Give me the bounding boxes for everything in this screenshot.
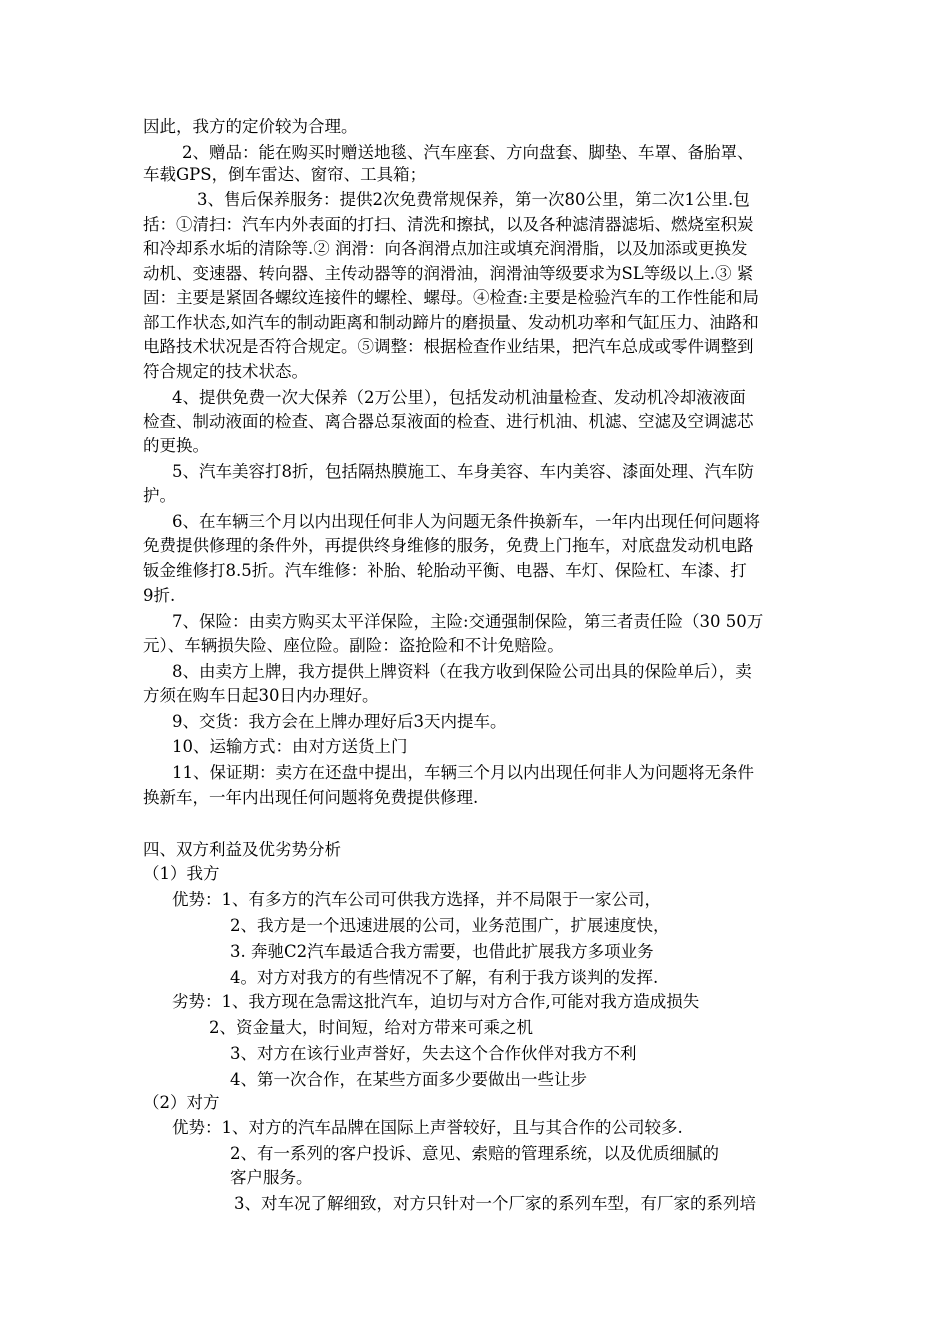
text-line: 7、保险：由卖方购买太平洋保险，主险:交通强制保险，第三者责任险（30 50万 <box>172 612 764 631</box>
text-line: 括：①清扫：汽车内外表面的打扫、清洗和擦拭，以及各种滤清器滤垢、燃烧室积炭 <box>143 215 754 234</box>
text-line: 9折. <box>143 586 176 605</box>
text-line: 6、在车辆三个月以内出现任何非人为问题无条件换新车，一年内出现任何问题将 <box>172 512 760 531</box>
text-line: 劣势：1、我方现在急需这批汽车，迫切与对方合作,可能对我方造成损失 <box>172 992 700 1011</box>
text-line: 固：主要是紧固各螺纹连接件的螺栓、螺母。④检查:主要是检验汽车的工作性能和局 <box>143 288 760 307</box>
text-line: 4、第一次合作，在某些方面多少要做出一些让步 <box>230 1070 587 1089</box>
text-line: 部工作状态,如汽车的制动距离和制动蹄片的磨损量、发动机功率和气缸压力、油路和 <box>143 313 759 332</box>
text-line: 2、我方是一个迅速进展的公司，业务范围广，扩展速度快， <box>230 916 670 935</box>
section-heading: 四、双方利益及优劣势分析 <box>143 840 341 859</box>
text-line: 3、售后保养服务：提供2次免费常规保养，第一次80公里，第二次1公里.包 <box>197 190 750 209</box>
text-line: 免费提供修理的条件外，再提供终身维修的服务，免费上门拖车，对底盘发动机电路 <box>143 536 754 555</box>
text-line: 优势：1、对方的汽车品牌在国际上声誉较好，且与其合作的公司较多. <box>172 1118 683 1137</box>
text-line: 的更换。 <box>143 436 209 455</box>
text-line: 方须在购车日起30日内办理好。 <box>143 686 379 705</box>
text-line: 10、运输方式：由对方送货上门 <box>172 737 408 756</box>
text-line: 符合规定的技术状态。 <box>143 362 308 381</box>
text-line: 车载GPS，倒车雷达、窗帘、工具箱； <box>143 165 427 184</box>
text-line: 和冷却系水垢的清除等.② 润滑：向各润滑点加注或填充润滑脂，以及加添或更换发 <box>143 239 748 258</box>
text-line: 2、赠品：能在购买时赠送地毯、汽车座套、方向盘套、脚垫、车罩、备胎罩、 <box>182 143 754 162</box>
text-line: 9、交货：我方会在上牌办理好后3天内提车。 <box>172 712 507 731</box>
text-line: 换新车，一年内出现任何问题将免费提供修理. <box>143 788 479 807</box>
text-line: 8、由卖方上牌，我方提供上牌资料（在我方收到保险公司出具的保险单后），卖 <box>172 662 752 681</box>
text-line: 客户服务。 <box>230 1168 313 1187</box>
text-line: 因此，我方的定价较为合理。 <box>143 117 358 136</box>
text-line: 动机、变速器、转向器、主传动器等的润滑油，润滑油等级要求为SL等级以上.③ 紧 <box>143 264 754 283</box>
text-line: 2、有一系列的客户投诉、意见、索赔的管理系统，以及优质细腻的 <box>230 1144 719 1163</box>
text-line: 11、保证期：卖方在还盘中提出，车辆三个月以内出现任何非人为问题将无条件 <box>172 763 754 782</box>
text-line: 3、对车况了解细致，对方只针对一个厂家的系列车型，有厂家的系列培 <box>234 1194 756 1213</box>
subsection-heading: （2）对方 <box>143 1093 220 1112</box>
subsection-heading: （1）我方 <box>143 864 220 883</box>
text-line: 钣金维修打8.5折。汽车维修：补胎、轮胎动平衡、电器、车灯、保险杠、车漆、打 <box>143 561 747 580</box>
text-line: 元）、车辆损失险、座位险。副险：盗抢险和不计免赔险。 <box>143 636 564 655</box>
text-line: 5、汽车美容打8折，包括隔热膜施工、车身美容、车内美容、漆面处理、汽车防 <box>172 462 754 481</box>
text-line: 检查、制动液面的检查、离合器总泵液面的检查、进行机油、机滤、空滤及空调滤芯 <box>143 412 754 431</box>
text-line: 3. 奔驰C2汽车最适合我方需要，也借此扩展我方多项业务 <box>230 942 654 961</box>
text-line: 电路技术状况是否符合规定。⑤调整：根据检查作业结果，把汽车总成或零件调整到 <box>143 337 754 356</box>
text-line: 优势：1、有多方的汽车公司可供我方选择，并不局限于一家公司， <box>172 890 661 909</box>
text-line: 2、资金量大，时间短，给对方带来可乘之机 <box>209 1018 533 1037</box>
text-line: 3、对方在该行业声誉好，失去这个合作伙伴对我方不利 <box>230 1044 637 1063</box>
text-line: 4。对方对我方的有些情况不了解，有利于我方谈判的发挥. <box>230 968 659 987</box>
text-line: 4、提供免费一次大保养（2万公里），包括发动机油量检查、发动机冷却液液面 <box>172 388 746 407</box>
text-line: 护。 <box>143 486 176 505</box>
